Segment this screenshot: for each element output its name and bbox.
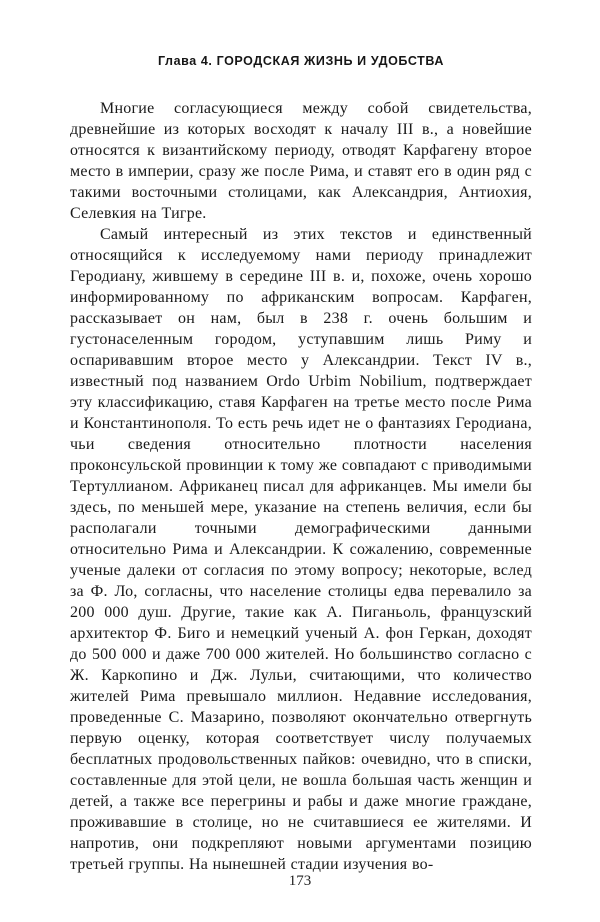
chapter-running-head: Глава 4. ГОРОДСКАЯ ЖИЗНЬ И УДОБСТВА — [157, 54, 445, 68]
page-body — [70, 98, 532, 875]
paragraph-2: Самый интересный из этих текстов и единственный относящийся к исследуемому нами периоду принадлежит Геродиану, жившему в середине III в. и, похоже, очень хорошо информированному по африканским вопросам. Карфаген, рассказывает он нам, был в 238 г. очень большим и густонаселенным городом, уступавшим лишь Риму и оспаривавшим второе место у Александрии. Текст IV в., известный под названием Ordo Urbim Nobilium, подтверждает эту классификацию, ставя Карфаген на третье место после Рима и Константинополя. То есть речь идет не о фантазиях Геродиана, чьи сведения относительно плотности населения проконсульской провинции к тому же совпадают с приводимыми Тертуллианом. Африканец писал для африканцев. Мы имели бы здесь, по меньшей мере, указание на степень величия, если бы располагали точными демографическими данными относительно Рима и Александрии. К сожалению, современные ученые далеки от согласия по этому вопросу; некоторые, вслед за Ф. Ло, согласны, что население столицы едва перевалило за 200 000 душ. Другие, такие как А. Пиганьоль, французский архитектор Ф. Биго и немецкий ученый А. фон Геркан, доходят до 500 000 и даже 700 000 жителей. Но большинство согласно с Ж. Каркопино и Дж. Лульи, считающими, что количество жителей Рима превышало миллион. Недавние исследования, проведенные С. Мазарино, позволяют окончательно отвергнуть первую оценку, которая соответствует числу получаемых бесплатных продовольственных пайков: очевидно, что в списки, составленные для этой цели, не вошла большая часть женщин и детей, а также все перегрины и рабы и даже многие граждане, проживавшие в столице, но не считавшиеся ее жителями. И напротив, они подкрепляют новыми аргументами позицию третьей группы. На нынешней стадии изучения во- — [70, 226, 532, 873]
paragraph-1: Многие согласующиеся между собой свидетельства, древнейшие из которых восходят к началу III в., а новейшие относятся к византийскому периоду, отводят Карфагену второе место в империи, сразу же после Рима, и ставят его в один ряд с такими восточными столицами, как Александрия, Антиохия, Селевкия на Тигре. — [70, 100, 532, 222]
page-number: 173 — [288, 873, 312, 889]
